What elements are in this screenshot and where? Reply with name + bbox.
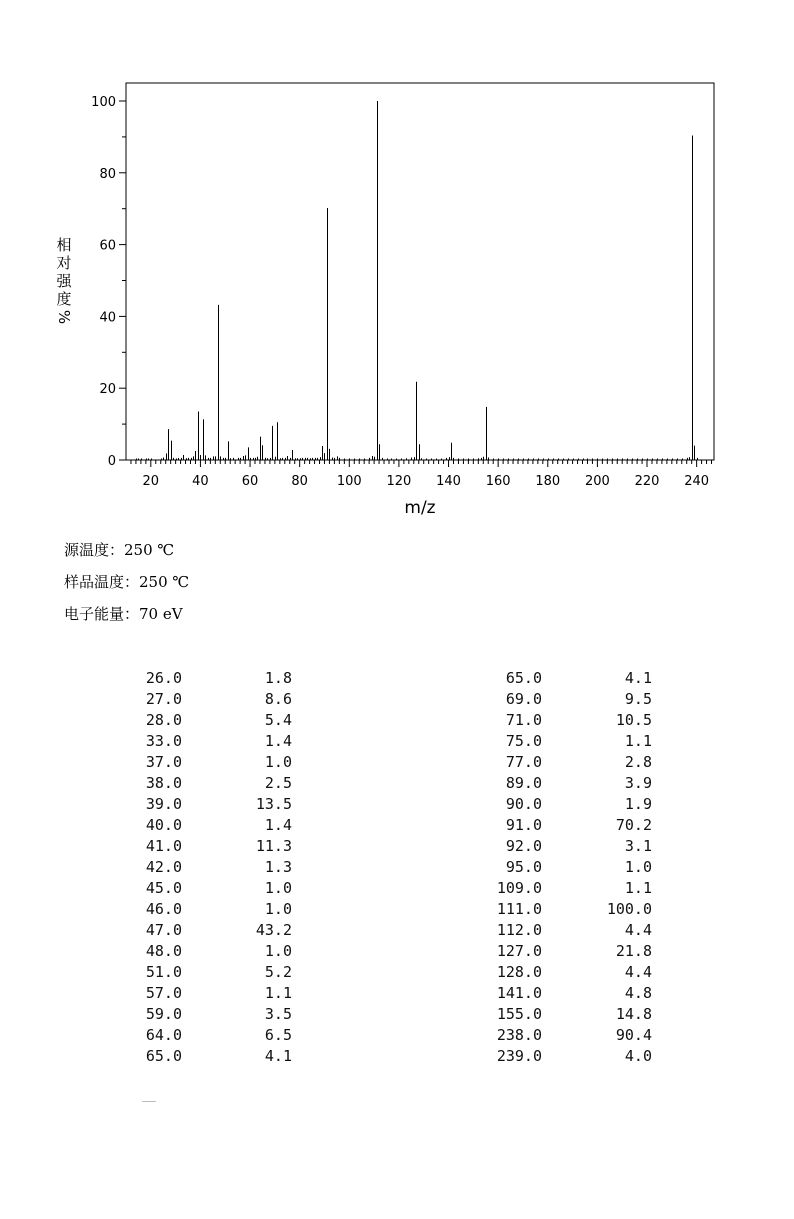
x-tick-label: 40 — [192, 474, 209, 489]
peak-mz: 48.0 — [145, 942, 182, 960]
peak-row — [118, 857, 292, 878]
y-axis-label-char: 相 — [56, 236, 72, 254]
peak-row — [478, 752, 652, 773]
peak-mz: 112.0 — [496, 921, 542, 939]
peak-mz: 71.0 — [505, 711, 542, 729]
peak-abundance: 1.0 — [264, 900, 292, 918]
param-value: 70 eV — [139, 605, 183, 623]
peak-abundance: 13.5 — [255, 795, 292, 813]
peak-row — [118, 710, 292, 731]
peak-mz: 40.0 — [145, 816, 182, 834]
peak-mz: 38.0 — [145, 774, 182, 792]
peak-abundance: 8.6 — [264, 690, 292, 708]
y-axis-label — [54, 236, 74, 326]
param-label: 源温度： — [64, 541, 125, 559]
peak-row — [478, 1025, 652, 1046]
peak-mz: 65.0 — [145, 1047, 182, 1065]
peak-row — [478, 941, 652, 962]
peak-row — [478, 899, 652, 920]
x-tick-label: 200 — [584, 474, 610, 489]
peak-row — [118, 752, 292, 773]
peak-row — [478, 1004, 652, 1025]
y-tick-label: 60 — [99, 238, 116, 254]
x-tick-label: 240 — [684, 474, 710, 489]
y-axis — [91, 95, 126, 469]
peak-abundance: 1.0 — [624, 858, 652, 876]
peak-abundance: 4.1 — [624, 669, 652, 687]
peak-mz: 77.0 — [505, 753, 542, 771]
peak-abundance: 14.8 — [615, 1005, 652, 1023]
param-value: 250 ℃ — [124, 541, 175, 559]
peak-mz: 59.0 — [145, 1005, 182, 1023]
peak-mz: 239.0 — [496, 1047, 542, 1065]
peak-bars — [137, 101, 698, 460]
stray-mark — [142, 1101, 156, 1102]
x-tick-label: 180 — [535, 474, 561, 489]
peak-mz: 33.0 — [145, 732, 182, 750]
peak-mz: 128.0 — [496, 963, 542, 981]
peak-mz: 95.0 — [505, 858, 542, 876]
peak-abundance: 3.1 — [624, 837, 652, 855]
y-axis-label-char: 强 — [56, 272, 72, 290]
peak-abundance: 1.0 — [264, 942, 292, 960]
peak-row — [478, 983, 652, 1004]
peak-row — [118, 668, 292, 689]
peak-mz: 37.0 — [145, 753, 182, 771]
peak-mz: 47.0 — [145, 921, 182, 939]
peak-mz: 75.0 — [505, 732, 542, 750]
peak-abundance: 2.5 — [264, 774, 292, 792]
param-label: 电子能量： — [64, 605, 140, 623]
peak-abundance: 1.3 — [264, 858, 292, 876]
peak-abundance: 5.2 — [264, 963, 292, 981]
peak-abundance: 5.4 — [264, 711, 292, 729]
peak-row — [478, 815, 652, 836]
x-tick-label: 80 — [291, 474, 308, 489]
y-tick-label: 0 — [107, 454, 116, 469]
peak-mz: 69.0 — [505, 690, 542, 708]
y-axis-unit: % — [55, 309, 73, 325]
peak-row — [118, 1004, 292, 1025]
peak-mz: 27.0 — [145, 690, 182, 708]
peak-abundance: 100.0 — [606, 900, 652, 918]
y-tick-label: 80 — [99, 166, 116, 182]
peak-row — [118, 983, 292, 1004]
peak-table-right — [478, 668, 652, 1067]
peak-row — [118, 962, 292, 983]
peak-mz: 127.0 — [496, 942, 542, 960]
peak-row — [478, 773, 652, 794]
peak-mz: 141.0 — [496, 984, 542, 1002]
peak-abundance: 90.4 — [615, 1026, 652, 1044]
peak-mz: 92.0 — [505, 837, 542, 855]
peak-abundance: 10.5 — [615, 711, 652, 729]
peak-abundance: 70.2 — [615, 816, 652, 834]
y-tick-label: 100 — [91, 95, 116, 110]
peak-mz: 41.0 — [145, 837, 182, 855]
instrument-conditions — [64, 538, 189, 634]
peak-abundance: 3.5 — [264, 1005, 292, 1023]
peak-row — [118, 773, 292, 794]
peak-table-left — [118, 668, 292, 1067]
x-tick-label: 160 — [485, 474, 511, 489]
peak-abundance: 1.4 — [264, 732, 292, 750]
peak-row — [118, 1046, 292, 1067]
electron-energy — [64, 602, 189, 634]
peak-abundance: 4.4 — [624, 921, 652, 939]
peak-mz: 46.0 — [145, 900, 182, 918]
x-tick-label: 20 — [142, 474, 160, 489]
peak-abundance: 9.5 — [624, 690, 652, 708]
peak-abundance: 1.8 — [264, 669, 292, 687]
source-temperature — [64, 538, 189, 570]
param-value: 250 ℃ — [139, 573, 190, 591]
peak-mz: 111.0 — [496, 900, 542, 918]
x-tick-label: 140 — [436, 474, 461, 489]
peak-row — [478, 731, 652, 752]
peak-row — [478, 857, 652, 878]
peak-abundance: 6.5 — [264, 1026, 292, 1044]
peak-mz: 65.0 — [505, 669, 542, 687]
peak-row — [478, 1046, 652, 1067]
peak-row — [118, 920, 292, 941]
peak-mz: 109.0 — [496, 879, 542, 897]
y-tick-label: 20 — [99, 382, 116, 398]
peak-abundance: 1.9 — [624, 795, 652, 813]
peak-row — [118, 815, 292, 836]
peak-row — [478, 878, 652, 899]
peak-row — [478, 668, 652, 689]
peak-mz: 42.0 — [145, 858, 182, 876]
peak-abundance: 4.8 — [624, 984, 652, 1002]
peak-row — [478, 710, 652, 731]
plot-frame — [126, 83, 714, 460]
peak-mz: 26.0 — [145, 669, 182, 687]
peak-mz: 89.0 — [505, 774, 542, 792]
sample-temperature — [64, 570, 189, 602]
x-axis-label: m/z — [404, 498, 436, 518]
peak-row — [118, 794, 292, 815]
x-axis — [131, 460, 712, 489]
peak-abundance: 4.4 — [624, 963, 652, 981]
peak-row — [118, 836, 292, 857]
peak-abundance: 1.1 — [624, 732, 652, 750]
peak-abundance: 43.2 — [255, 921, 292, 939]
peak-mz: 39.0 — [145, 795, 182, 813]
peak-abundance: 4.0 — [624, 1047, 652, 1065]
param-label: 样品温度： — [64, 573, 140, 591]
peak-row — [478, 689, 652, 710]
peak-mz: 57.0 — [145, 984, 182, 1002]
peak-row — [478, 962, 652, 983]
peak-abundance: 3.9 — [624, 774, 652, 792]
x-tick-label: 60 — [241, 474, 259, 489]
peak-abundance: 4.1 — [264, 1047, 292, 1065]
peak-mz: 28.0 — [145, 711, 182, 729]
peak-abundance: 1.4 — [264, 816, 292, 834]
x-tick-label: 220 — [634, 474, 660, 489]
y-axis-label-char: 对 — [56, 254, 72, 272]
peak-mz: 64.0 — [145, 1026, 182, 1044]
y-tick-label: 40 — [99, 310, 116, 326]
peak-abundance: 1.1 — [624, 879, 652, 897]
peak-abundance: 11.3 — [255, 837, 292, 855]
peak-abundance: 1.0 — [264, 753, 292, 771]
peak-abundance: 2.8 — [624, 753, 652, 771]
peak-row — [478, 794, 652, 815]
y-axis-label-char: 度 — [56, 290, 72, 308]
peak-mz: 155.0 — [496, 1005, 542, 1023]
mass-spectrum-chart — [0, 0, 794, 530]
peak-row — [118, 731, 292, 752]
peak-row — [478, 920, 652, 941]
peak-row — [118, 941, 292, 962]
peak-mz: 238.0 — [496, 1026, 542, 1044]
peak-abundance: 1.0 — [264, 879, 292, 897]
peak-mz: 90.0 — [505, 795, 542, 813]
peak-mz: 51.0 — [145, 963, 182, 981]
peak-mz: 45.0 — [145, 879, 182, 897]
peak-row — [118, 689, 292, 710]
peak-abundance: 21.8 — [615, 942, 652, 960]
peak-abundance: 1.1 — [264, 984, 292, 1002]
x-tick-label: 120 — [386, 474, 412, 489]
peak-row — [118, 899, 292, 920]
peak-row — [118, 878, 292, 899]
peak-row — [478, 836, 652, 857]
peak-row — [118, 1025, 292, 1046]
peak-mz: 91.0 — [505, 816, 542, 834]
x-tick-label: 100 — [336, 474, 362, 489]
